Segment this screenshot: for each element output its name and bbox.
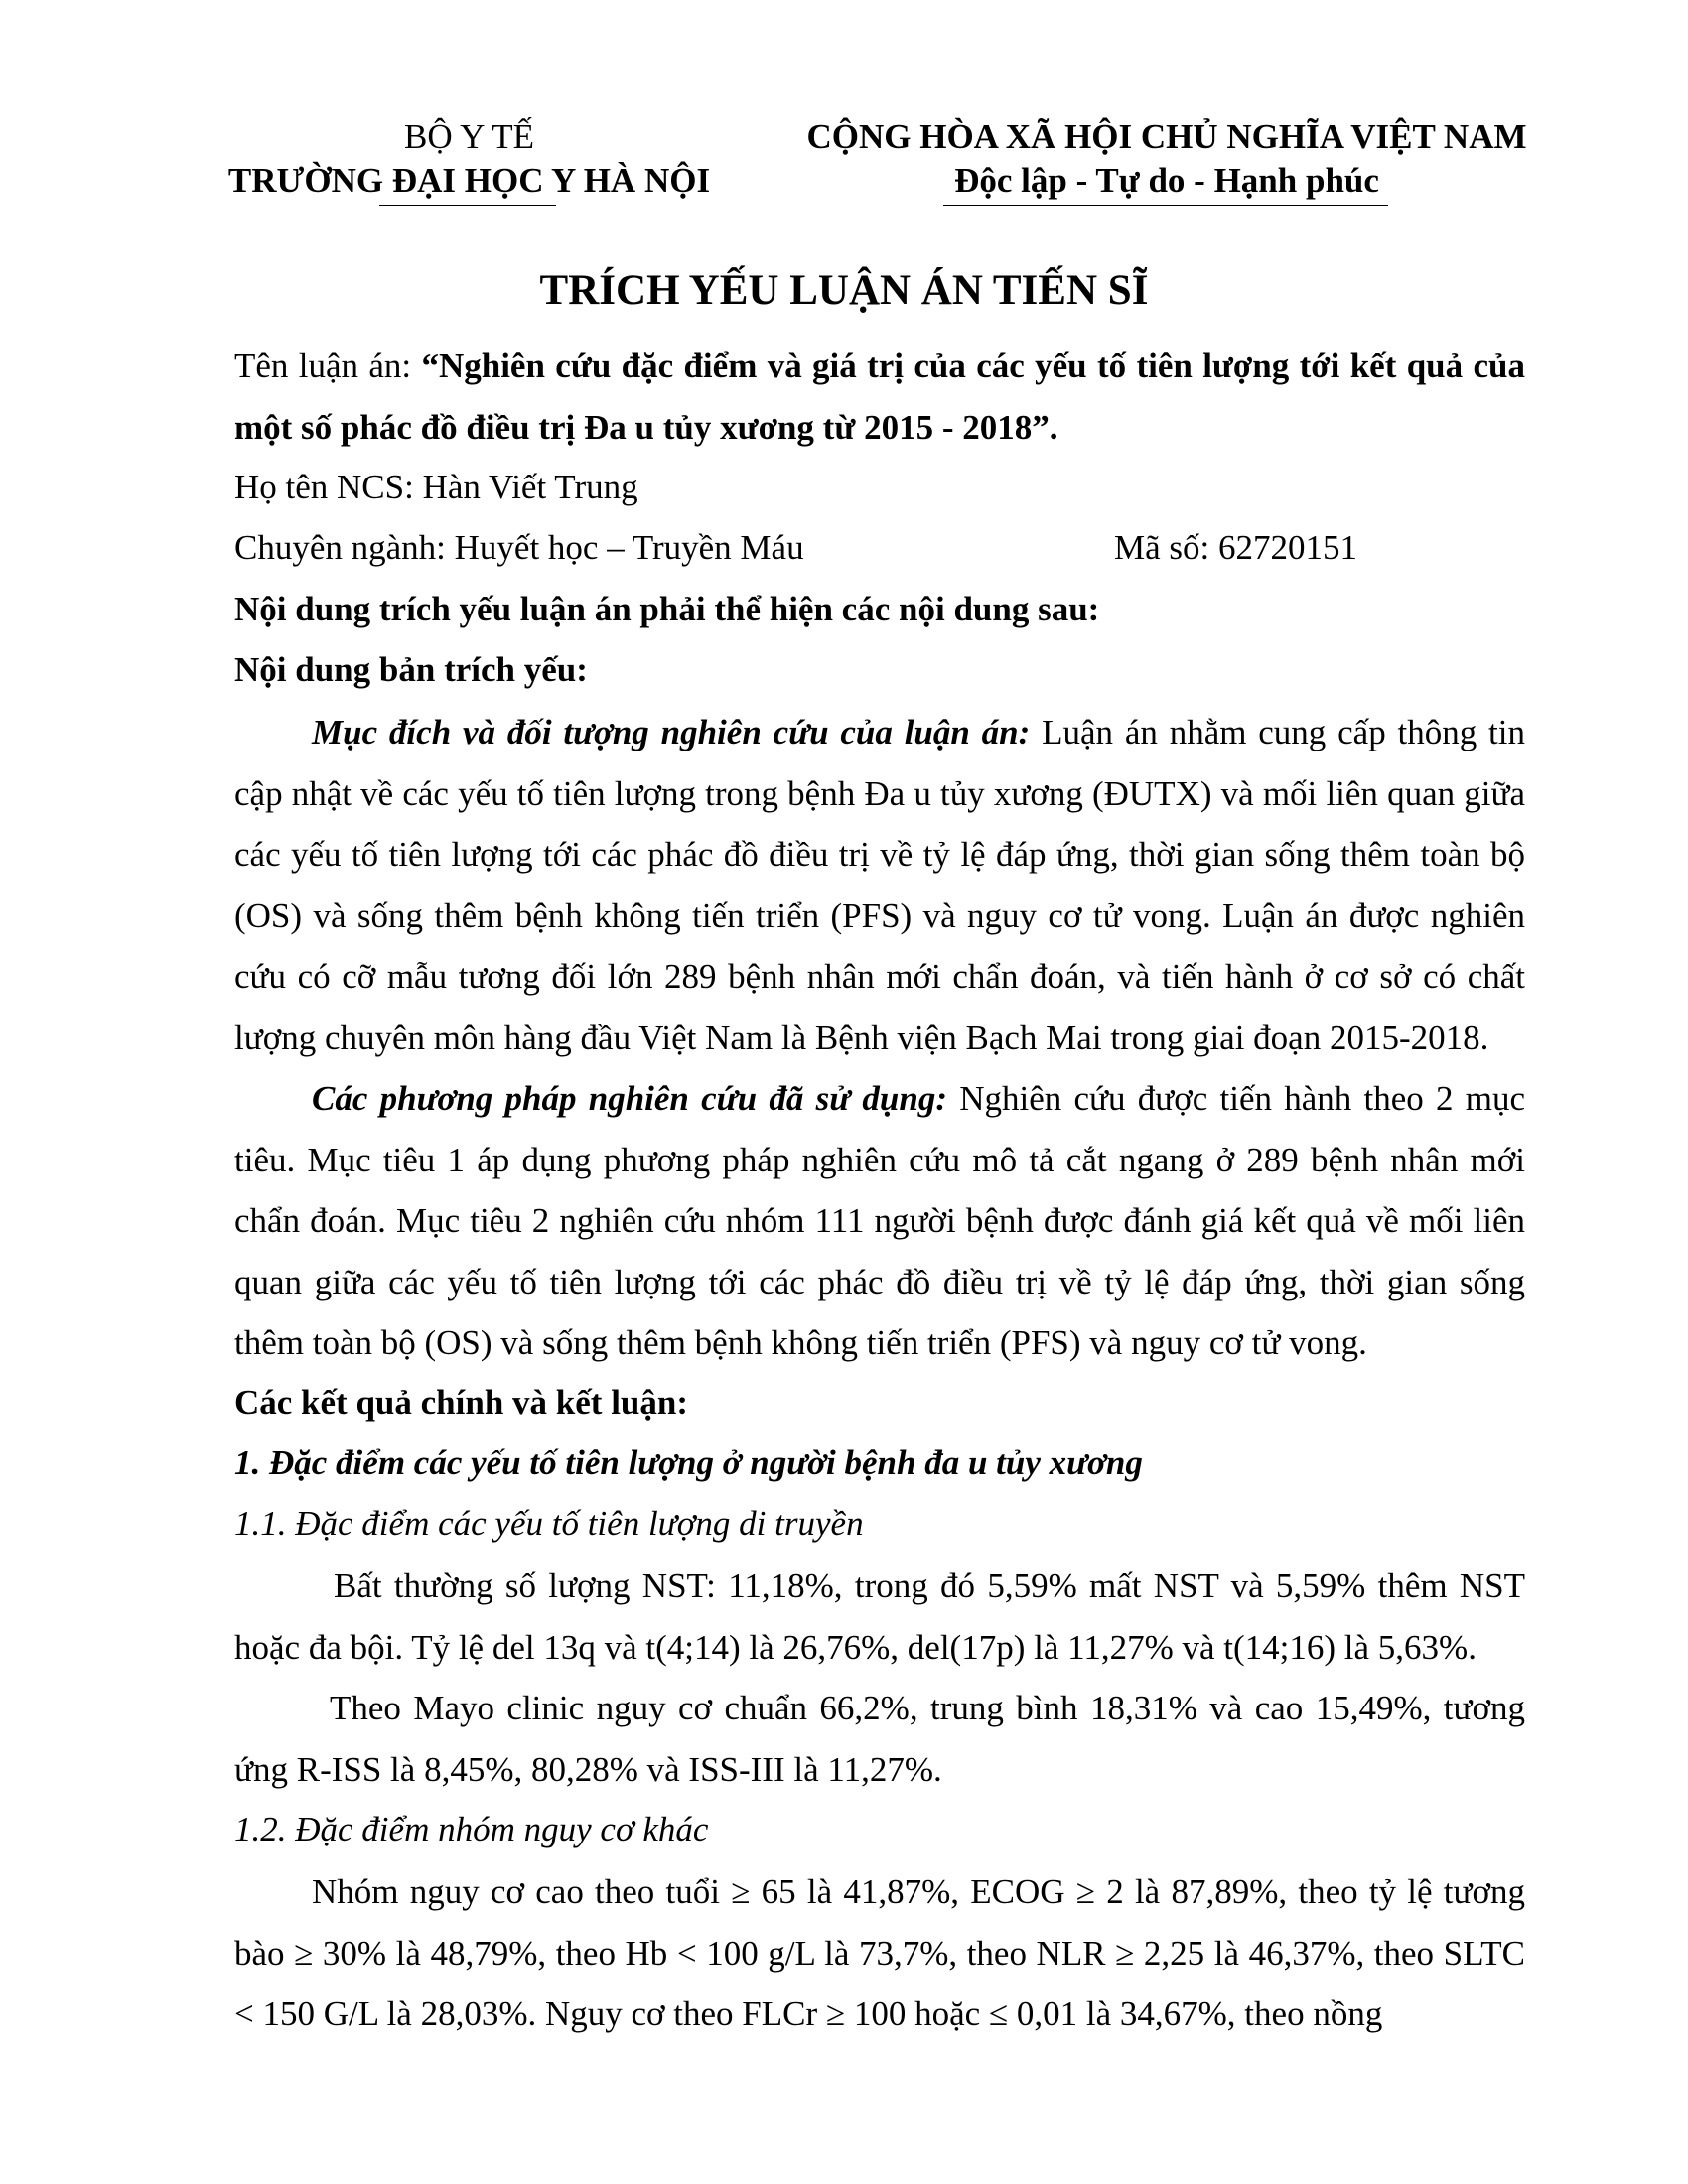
section-1-2-heading: 1.2. Đặc điểm nhóm nguy cơ khác bbox=[234, 1810, 709, 1848]
purpose-paragraph bbox=[234, 702, 1525, 1068]
section-1-1-paragraph-a: Bất thường số lượng NST: 11,18%, trong đó 5,59% mất NST và 5,59% thêm NST hoặc đa bội. Tỷ lệ del 13q và t(4;14) là 26,76%, del(17p) là 11,27% và t(14;16) là 5,63%. bbox=[234, 1567, 1525, 1667]
country-name: CỘNG HÒA XÃ HỘI CHỦ NGHĨA VIỆT NAM bbox=[806, 117, 1527, 156]
major-line: Chuyên ngành: Huyết học – Truyền Máu bbox=[234, 528, 804, 567]
section-1-2-paragraph: Nhóm nguy cơ cao theo tuổi ≥ 65 là 41,87%, ECOG ≥ 2 là 87,89%, theo tỷ lệ tương bào ≥ 30% là 48,79%, theo Hb < 100 g/L là 73,7%, theo NLR ≥ 2,25 là 46,37%, theo SLTC < 150 G/L là 28,03%. Nguy cơ theo FLCr ≥ 100 hoặc ≤ 0,01 là 34,67%, theo nồng bbox=[234, 1872, 1525, 2033]
section-1-heading: 1. Đặc điểm các yếu tố tiên lượng ở người bệnh đa u tủy xương bbox=[234, 1443, 1143, 1482]
content-heading: Nội dung bản trích yếu: bbox=[234, 650, 588, 689]
thesis-name-label: Tên luận án: bbox=[234, 346, 422, 385]
content-requirement-heading: Nội dung trích yếu luận án phải thể hiện các nội dung sau: bbox=[234, 590, 1100, 628]
section-1-1-paragraph-b: Theo Mayo clinic nguy cơ chuẩn 66,2%, trung bình 18,31% và cao 15,49%, tương ứng R-ISS là 8,45%, 80,28% và ISS-III là 11,27%. bbox=[234, 1689, 1525, 1789]
section-1-1-heading: 1.1. Đặc điểm các yếu tố tiên lượng di truyền bbox=[234, 1504, 864, 1543]
thesis-name-value: “Nghiên cứu đặc điểm và giá trị của các yếu tố tiên lượng tới kết quả của một số phác đồ điều trị Đa u tủy xương từ 2015 - 2018”. bbox=[234, 346, 1525, 447]
ministry-name: BỘ Y TẾ bbox=[404, 117, 534, 156]
university-name: TRƯỜNG ĐẠI HỌC Y HÀ NỘI bbox=[227, 161, 711, 200]
code-line: Mã số: 62720151 bbox=[1114, 528, 1357, 567]
right-header-underline bbox=[943, 205, 1388, 206]
author-line: Họ tên NCS: Hàn Viết Trung bbox=[234, 468, 638, 506]
national-motto: Độc lập - Tự do - Hạnh phúc bbox=[954, 161, 1379, 200]
purpose-text: Luận án nhằm cung cấp thông tin cập nhật về các yếu tố tiên lượng trong bệnh Đa u tủy xương (ĐUTX) và mối liên quan giữa các yếu tố tiên lượng tới các phác đồ điều trị về tỷ lệ đáp ứng, thời gian sống thêm toàn bộ (OS) và sống thêm bệnh không tiến triển (PFS) và nguy cơ tử vong. Luận án được nghiên cứu có cỡ mẫu tương đối lớn 289 bệnh nhân mới chẩn đoán, và tiến hành ở cơ sở có chất lượng chuyên môn hàng đầu Việt Nam là Bệnh viện Bạch Mai trong giai đoạn 2015-2018. bbox=[234, 713, 1525, 1057]
purpose-lead: Mục đích và đối tượng nghiên cứu của luận án: bbox=[312, 713, 1031, 751]
left-header-underline bbox=[379, 205, 556, 206]
methods-text: Nghiên cứu được tiến hành theo 2 mục tiêu. Mục tiêu 1 áp dụng phương pháp nghiên cứu mô tả cắt ngang ở 289 bệnh nhân mới chẩn đoán. Mục tiêu 2 nghiên cứu nhóm 111 người bệnh được đánh giá kết quả về mối liên quan giữa các yếu tố tiên lượng tới các phác đồ điều trị về tỷ lệ đáp ứng, thời gian sống thêm toàn bộ (OS) và sống thêm bệnh không tiến triển (PFS) và nguy cơ tử vong. bbox=[234, 1079, 1525, 1362]
results-heading: Các kết quả chính và kết luận: bbox=[234, 1383, 689, 1422]
methods-lead: Các phương pháp nghiên cứu đã sử dụng: bbox=[312, 1079, 947, 1118]
methods-paragraph bbox=[234, 1068, 1525, 1374]
thesis-name bbox=[234, 336, 1525, 458]
document-title: TRÍCH YẾU LUẬN ÁN TIẾN SĨ bbox=[539, 267, 1149, 314]
